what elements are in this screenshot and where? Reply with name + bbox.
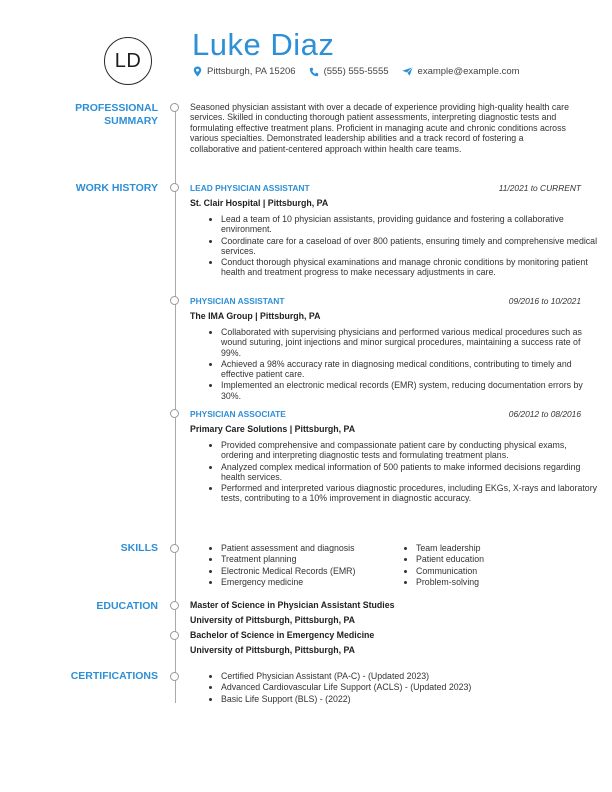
job-employer: St. Clair Hospital | Pittsburgh, PA	[190, 198, 329, 208]
skill-item: • Patient assessment and diagnosis	[221, 543, 411, 553]
summary-title-line2: SUMMARY	[104, 115, 158, 127]
phone-item	[309, 66, 389, 77]
candidate-name: Luke Diaz	[192, 27, 335, 62]
education-degree: Bachelor of Science in Emergency Medicine	[190, 630, 375, 640]
section-title-education: EDUCATION	[96, 600, 158, 612]
job-bullets	[205, 327, 598, 402]
timeline-dot-skills	[170, 544, 179, 553]
phone-text: (555) 555-5555	[323, 66, 389, 77]
skill-item: • Team leadership	[416, 543, 586, 553]
summary-text: Seasoned physician assistant with over a decade of experience providing high-quality health care services. Skilled in conducting thorough patient assessments, interpreting diagnostic tests and formulating effective treatment plans. Proficient in managing acute and chronic conditions across various specialties. Demonstrated leadership abilities and a track record of fostering a collaborative and patient-centered approach within health care teams.	[190, 102, 569, 154]
job-end-date: 08/2016	[550, 409, 581, 419]
contact-info	[193, 66, 533, 77]
timeline-dot-certifications	[170, 672, 179, 681]
timeline-dot-work	[170, 183, 179, 192]
job-bullet: • Provided comprehensive and compassionate patient care by conducting physical exams, ordering and interpreting diagnostic tests and formulating treatment plans.	[221, 440, 598, 461]
job-start-date: 09/2016	[508, 296, 540, 306]
job-title: LEAD PHYSICIAN ASSISTANT	[190, 183, 310, 193]
job-bullet: • Coordinate care for a caseload of over 800 patients, ensuring timely and comprehensive medical services.	[221, 236, 598, 257]
monogram-badge	[104, 37, 152, 85]
section-title-certifications: CERTIFICATIONS	[70, 670, 158, 682]
section-title-summary	[75, 102, 158, 128]
skill-item: • Emergency medicine	[221, 577, 411, 587]
job-bullets	[205, 214, 598, 279]
job-date-separator: to	[530, 183, 538, 193]
email-item[interactable]	[402, 66, 520, 77]
job-bullets	[205, 440, 598, 505]
timeline-dot-job-2	[170, 296, 179, 305]
job-employer: Primary Care Solutions | Pittsburgh, PA	[190, 424, 356, 434]
job-bullet: • Collaborated with supervising physicians and performed various medical procedures such as wound suturing, joint injections and minor surgical procedures, maintaining a success rate of 99%.	[221, 327, 598, 358]
job-end-date: 10/2021	[550, 296, 581, 306]
email-text[interactable]: example@example.com	[417, 66, 520, 77]
job-start-date: 06/2012	[508, 409, 540, 419]
skill-item: • Communication	[416, 566, 586, 576]
skill-item: • Problem-solving	[416, 577, 586, 587]
job-bullet: • Conduct thorough physical examinations and manage chronic conditions by monitoring patient health and treatment progress to make necessary adjustments in care.	[221, 257, 598, 278]
job-dates	[509, 296, 581, 306]
certifications-list	[205, 671, 581, 705]
skill-item: • Electronic Medical Records (EMR)	[221, 566, 411, 576]
job-dates	[509, 409, 581, 419]
job-dates	[499, 183, 581, 193]
initials: LD	[114, 49, 142, 72]
education-degree: Master of Science in Physician Assistant Studies	[190, 600, 395, 610]
phone-icon	[309, 67, 319, 77]
job-date-separator: to	[541, 296, 549, 306]
timeline-dot-education	[170, 601, 179, 610]
timeline-dot-education-2	[170, 631, 179, 640]
location-pin-icon	[193, 66, 202, 77]
education-school: University of Pittsburgh, Pittsburgh, PA	[190, 615, 356, 625]
job-bullet: • Lead a team of 10 physician assistants, providing guidance and fostering a collaborative environment.	[221, 214, 598, 235]
job-date-separator: to	[541, 409, 549, 419]
timeline-dot-summary	[170, 103, 179, 112]
job-bullet: • Implemented an electronic medical records (EMR) system, reducing documentation errors by 30%.	[221, 380, 598, 401]
location-text: Pittsburgh, PA 15206	[207, 66, 296, 77]
job-bullet: • Performed and interpreted various diagnostic procedures, including EKGs, X-rays and laboratory tests, contributing to a 10% improvement in diagnostic accuracy.	[221, 483, 598, 504]
timeline-dot-job-3	[170, 409, 179, 418]
job-bullet: • Analyzed complex medical information of 500 patients to make informed decisions regarding health services.	[221, 462, 598, 483]
location-item	[193, 66, 296, 77]
job-bullet: • Achieved a 98% accuracy rate in diagnosing medical conditions, contributing to timely and effective patient care.	[221, 359, 598, 380]
certification-item: • Advanced Cardiovascular Life Support (ACLS) - (Updated 2023)	[221, 682, 581, 692]
summary-title-line1: PROFESSIONAL	[75, 102, 158, 114]
section-title-skills: SKILLS	[120, 542, 158, 554]
send-icon	[402, 67, 413, 76]
job-start-date: 11/2021	[498, 183, 529, 193]
job-end-date: CURRENT	[540, 183, 581, 193]
skill-item: • Treatment planning	[221, 554, 411, 564]
job-title: PHYSICIAN ASSOCIATE	[190, 409, 286, 419]
job-employer: The IMA Group | Pittsburgh, PA	[190, 311, 321, 321]
education-school: University of Pittsburgh, Pittsburgh, PA	[190, 645, 356, 655]
job-title: PHYSICIAN ASSISTANT	[190, 296, 285, 306]
timeline-line	[175, 103, 176, 703]
skills-list-left	[205, 543, 411, 588]
skill-item: • Patient education	[416, 554, 586, 564]
section-title-work-history: WORK HISTORY	[75, 182, 158, 194]
skills-list-right	[400, 543, 586, 588]
certification-item: • Certified Physician Assistant (PA-C) - (Updated 2023)	[221, 671, 581, 681]
certification-item: • Basic Life Support (BLS) - (2022)	[221, 694, 581, 704]
